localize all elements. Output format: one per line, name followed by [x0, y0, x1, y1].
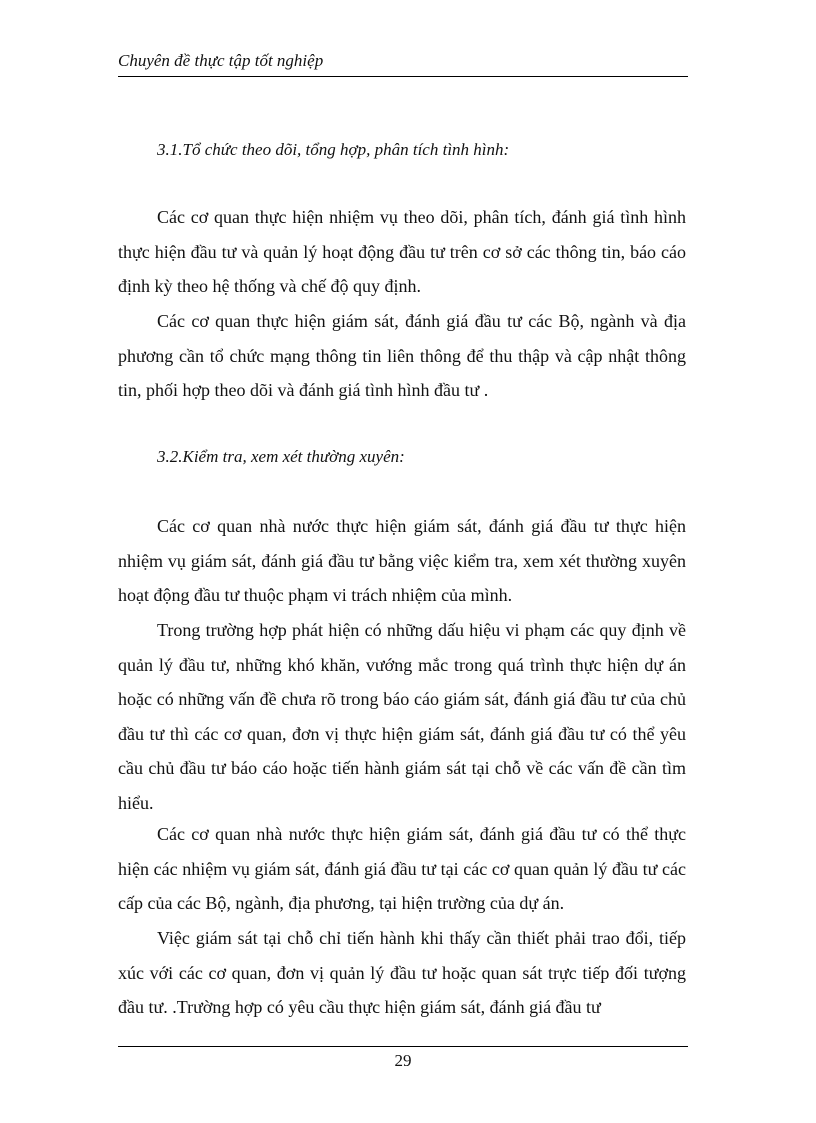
section-heading-3-2: 3.2.Kiểm tra, xem xét thường xuyên: [157, 447, 405, 466]
page-header-title: Chuyên đề thực tập tốt nghiệp [118, 51, 324, 70]
page-number: 29 [394, 1051, 412, 1070]
paragraph: Các cơ quan nhà nước thực hiện giám sát, đánh giá đầu tư thực hiện nhiệm vụ giám sát, đánh giá đầu tư bằng việc kiểm tra, xem xét thường xuyên hoạt động đầu tư thuộc phạm vi trách nhiệm của mình. [118, 516, 686, 605]
header-divider [118, 76, 688, 77]
footer-divider [118, 1046, 688, 1047]
paragraph: Các cơ quan thực hiện nhiệm vụ theo dõi, phân tích, đánh giá tình hình thực hiện đầu tư và quản lý hoạt động đầu tư trên cơ sở các thông tin, báo cáo định kỳ theo hệ thống và chế độ quy định. [118, 207, 686, 296]
paragraph: Các cơ quan thực hiện giám sát, đánh giá đầu tư các Bộ, ngành và địa phương cần tổ chức mạng thông tin liên thông để thu thập và cập nhật thông tin, phối hợp theo dõi và đánh giá tình hình đầu tư . [118, 311, 686, 400]
paragraph: Việc giám sát tại chỗ chỉ tiến hành khi thấy cần thiết phải trao đổi, tiếp xúc với các cơ quan, đơn vị quản lý đầu tư hoặc quan sát trực tiếp đối tượng đầu tư. .Trường hợp có yêu cầu thực hiện giám sát, đánh giá đầu tư [118, 928, 686, 1017]
section-heading-3-1: 3.1.Tổ chức theo dõi, tổng hợp, phân tích tình hình: [157, 140, 510, 159]
paragraph: Trong trường hợp phát hiện có những dấu hiệu vi phạm các quy định về quản lý đầu tư, những khó khăn, vướng mắc trong quá trình thực hiện dự án hoặc có những vấn đề chưa rõ trong báo cáo giám sát, đánh giá đầu tư của chủ đầu tư thì các cơ quan, đơn vị thực hiện giám sát, đánh giá đầu tư có thể yêu cầu chủ đầu tư báo cáo hoặc tiến hành giám sát tại chỗ về các vấn đề cần tìm hiểu. [118, 620, 686, 813]
paragraph: Các cơ quan nhà nước thực hiện giám sát, đánh giá đầu tư có thể thực hiện các nhiệm vụ giám sát, đánh giá đầu tư tại các cơ quan quản lý đầu tư các cấp của các Bộ, ngành, địa phương, tại hiện trường của dự án. [118, 824, 686, 913]
